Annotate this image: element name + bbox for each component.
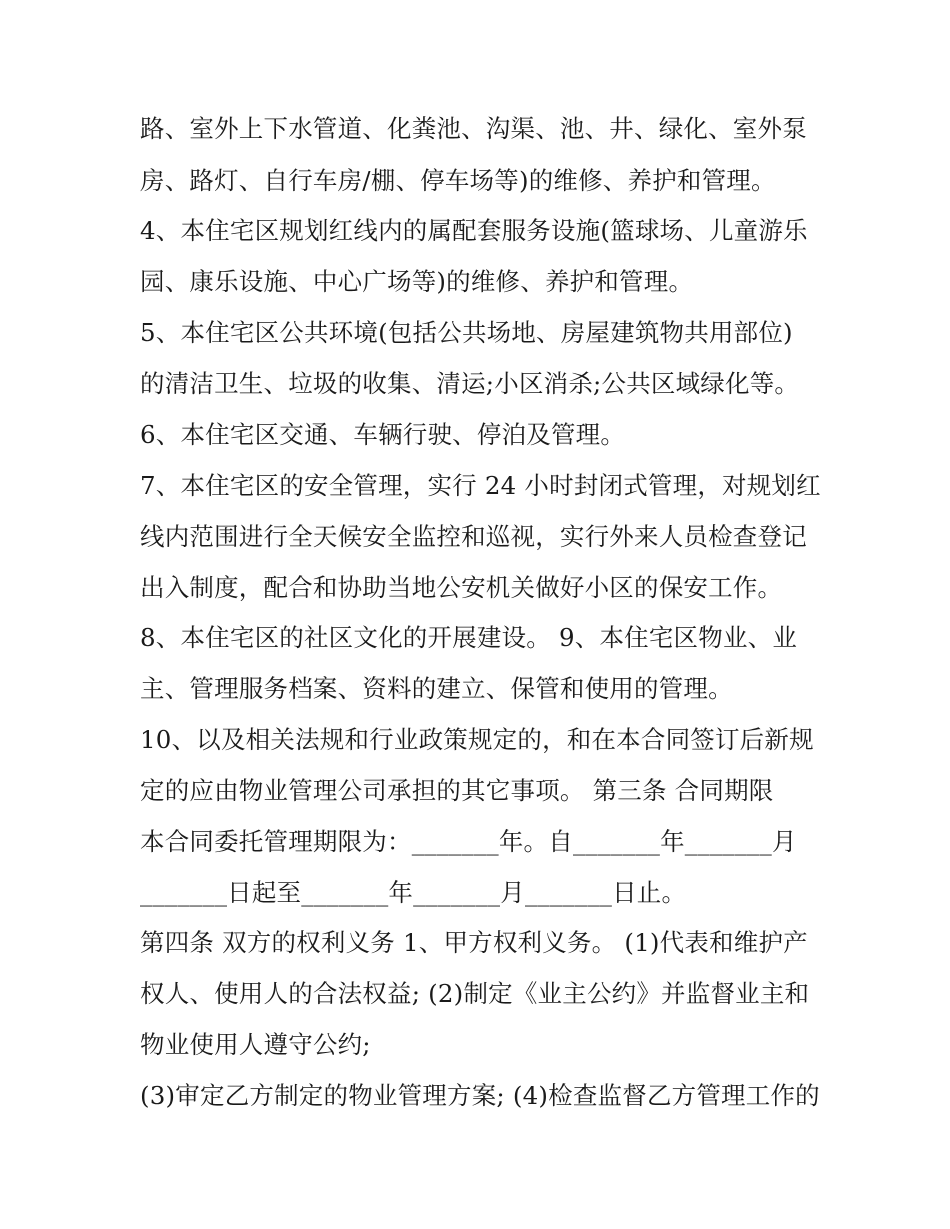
text-line: 主、管理服务档案、资料的建立、保管和使用的管理。 (140, 674, 733, 703)
text-line: 路、室外上下水管道、化粪池、沟渠、池、井、绿化、室外泵 (140, 114, 807, 143)
text-line: _______日起至_______年_______月_______日止。 (140, 878, 687, 907)
text-line: 7、本住宅区的安全管理，实行 24 小时封闭式管理，对规划红 (140, 471, 821, 500)
text-line: 6、本住宅区交通、车辆行驶、停泊及管理。 (140, 420, 626, 449)
text-line: 本合同委托管理期限为：_______年。自_______年_______月 (140, 827, 797, 856)
text-line: 权人、使用人的合法权益; (2)制定《业主公约》并监督业主和 (140, 979, 810, 1008)
text-line: 5、本住宅区公共环境(包括公共场地、房屋建筑物共用部位) (140, 318, 793, 347)
text-line: 定的应由物业管理公司承担的其它事项。 第三条 合同期限 (140, 776, 774, 805)
text-line: 线内范围进行全天候安全监控和巡视，实行外来人员检查登记 (140, 522, 807, 551)
text-line: 的清洁卫生、垃圾的收集、清运;小区消杀;公共区域绿化等。 (140, 369, 800, 398)
text-line: 物业使用人遵守公约; (140, 1030, 371, 1059)
text-line: 8、本住宅区的社区文化的开展建设。 9、本住宅区物业、业 (140, 623, 798, 652)
text-line: 10、以及相关法规和行业政策规定的，和在本合同签订后新规 (140, 725, 814, 754)
text-line: 房、路灯、自行车房/棚、停车场等)的维修、养护和管理。 (140, 166, 776, 195)
text-line: 第四条 双方的权利义务 1、甲方权利义务。 (1)代表和维护产 (140, 928, 808, 957)
text-line: 出入制度，配合和协助当地公安机关做好小区的保安工作。 (140, 573, 783, 602)
text-line: 园、康乐设施、中心广场等)的维修、养护和管理。 (140, 267, 694, 296)
text-line: (3)审定乙方制定的物业管理方案; (4)检查监督乙方管理工作的 (140, 1081, 820, 1110)
text-line: 4、本住宅区规划红线内的属配套服务设施(篮球场、儿童游乐 (140, 216, 808, 245)
